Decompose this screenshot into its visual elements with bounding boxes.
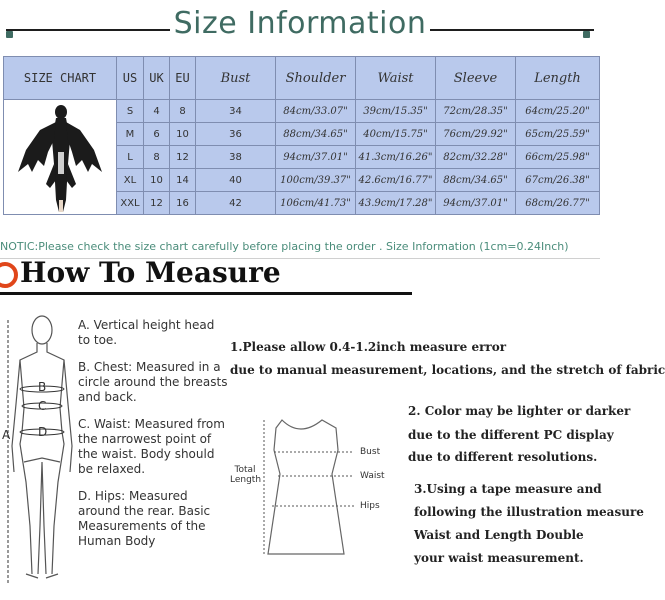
table-cell: 106cm/41.73" <box>276 192 356 215</box>
table-cell: 43.9cm/17.28" <box>356 192 436 215</box>
table-cell: 67cm/26.38" <box>516 169 600 192</box>
notice-text: NOTIC:Please check the size chart carefully before placing the order . Size Information (1cm=0.24Inch) <box>0 240 569 253</box>
dress-label-bust: Bust <box>360 447 381 457</box>
step-a: A. Vertical height head to toe. <box>78 318 215 347</box>
table-cell: 12 <box>144 192 170 215</box>
dress-label-waist: Waist <box>360 471 385 481</box>
col-shoulder: Shoulder <box>276 57 356 100</box>
col-eu: EU <box>170 57 196 100</box>
col-size-chart: SIZE CHART <box>4 57 117 100</box>
note-3d: your waist measurement. <box>414 551 584 565</box>
gothic-dress-image <box>10 100 110 215</box>
table-cell: 16 <box>170 192 196 215</box>
col-bust: Bust <box>196 57 276 100</box>
how-to-measure-title: How To Measure <box>20 256 281 289</box>
table-cell: 12 <box>170 146 196 169</box>
table-cell: 42.6cm/16.77" <box>356 169 436 192</box>
table-cell: 8 <box>144 146 170 169</box>
note-2b: due to the different PC display <box>408 428 614 442</box>
page-title: Size Information <box>0 6 600 41</box>
body-label-a: A <box>2 428 11 442</box>
table-cell: XL <box>117 169 144 192</box>
col-uk: UK <box>144 57 170 100</box>
table-cell: 6 <box>144 123 170 146</box>
table-cell: 68cm/26.77" <box>516 192 600 215</box>
section-underline <box>0 292 412 295</box>
table-cell: 76cm/29.92" <box>436 123 516 146</box>
table-cell: 8 <box>170 100 196 123</box>
table-cell: 94cm/37.01" <box>436 192 516 215</box>
note-1a: 1.Please allow 0.4-1.2inch measure error <box>230 340 507 354</box>
table-cell: 39cm/15.35" <box>356 100 436 123</box>
col-length: Length <box>516 57 600 100</box>
dress-outline <box>260 414 360 564</box>
body-label-b: B <box>38 380 47 394</box>
table-cell: M <box>117 123 144 146</box>
table-cell: 100cm/39.37" <box>276 169 356 192</box>
table-header-row <box>4 57 600 100</box>
table-cell: 42 <box>196 192 276 215</box>
table-cell: 10 <box>170 123 196 146</box>
table-cell: L <box>117 146 144 169</box>
human-body-outline <box>6 312 76 590</box>
note-2c: due to different resolutions. <box>408 450 598 464</box>
table-cell: 65cm/25.59" <box>516 123 600 146</box>
step-c: C. Waist: Measured from the narrowest point of the waist. Body should be relaxed. <box>78 417 225 476</box>
table-cell: 40 <box>196 169 276 192</box>
table-cell: 41.3cm/16.26" <box>356 146 436 169</box>
col-us: US <box>117 57 144 100</box>
note-3b: following the illustration measure <box>414 505 644 519</box>
table-cell: 36 <box>196 123 276 146</box>
col-sleeve: Sleeve <box>436 57 516 100</box>
table-cell: XXL <box>117 192 144 215</box>
table-cell: 94cm/37.01" <box>276 146 356 169</box>
col-waist: Waist <box>356 57 436 100</box>
table-cell: 34 <box>196 100 276 123</box>
table-cell: 4 <box>144 100 170 123</box>
table-cell: 66cm/25.98" <box>516 146 600 169</box>
measure-steps <box>78 318 228 561</box>
table-cell: 38 <box>196 146 276 169</box>
step-b: B. Chest: Measured in a circle around the breasts and back. <box>78 360 228 404</box>
note-1b: due to manual measurement, locations, and the stretch of fabric <box>230 363 665 377</box>
dress-label-length: Total Length <box>230 465 262 485</box>
section-marker-icon <box>0 262 18 288</box>
note-3c: Waist and Length Double <box>414 528 584 542</box>
table-cell: 64cm/25.20" <box>516 100 600 123</box>
step-d: D. Hips: Measured around the rear. Basic Measurements of the Human Body <box>78 489 211 548</box>
body-label-d: D <box>38 425 48 439</box>
table-cell: 14 <box>170 169 196 192</box>
table-cell: 72cm/28.35" <box>436 100 516 123</box>
table-cell: 82cm/32.28" <box>436 146 516 169</box>
table-cell: 40cm/15.75" <box>356 123 436 146</box>
body-label-c: C <box>38 399 47 413</box>
table-cell: S <box>117 100 144 123</box>
note-3a: 3.Using a tape measure and <box>414 482 602 496</box>
dress-label-hips: Hips <box>360 501 380 511</box>
table-cell: 88cm/34.65" <box>436 169 516 192</box>
table-cell: 10 <box>144 169 170 192</box>
table-cell: 88cm/34.65" <box>276 123 356 146</box>
note-2a: 2. Color may be lighter or darker <box>408 404 631 418</box>
table-cell: 84cm/33.07" <box>276 100 356 123</box>
